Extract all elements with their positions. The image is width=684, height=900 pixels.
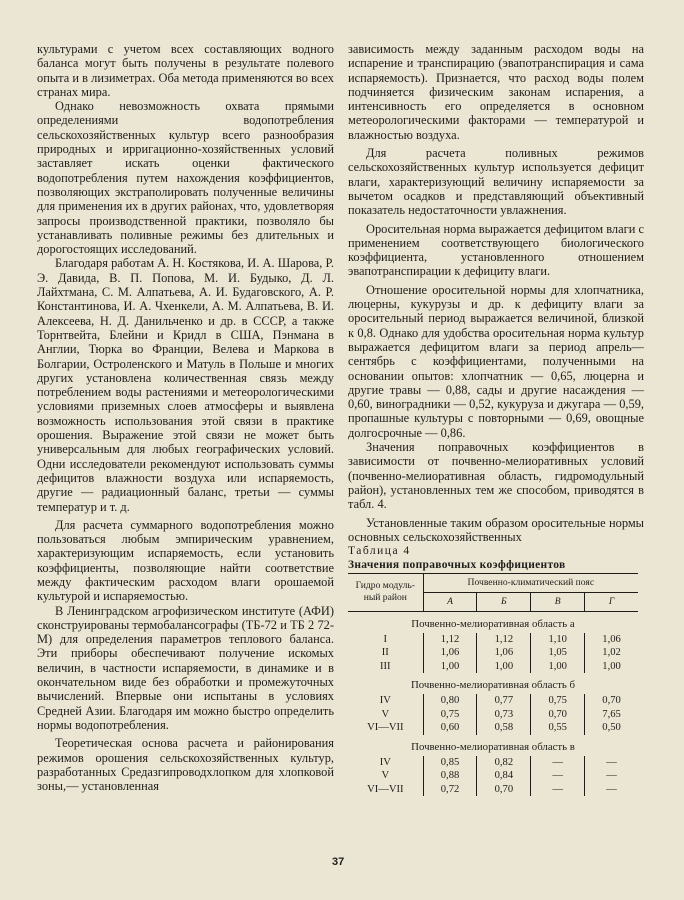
paragraph: Для расчета поливных режимов сельскохозяйственных культур используется дефицит влаги, характеризующий величину испаряемости за вычетом осадков и представляющий объективный показатель недостаточности увлажнения.	[348, 146, 644, 218]
paragraph: Однако невозможность охвата прямыми определениями водопотребления сельскохозяйственных культур всего разнообразия природных и ирригационно-хозяйственных условий заставляет искать оценки фактического водопотребления путем нахождения коэффициентов, позволяющих экстраполировать полученные величины для применения их в других районах, что, удовлетворяя запросы производственной практики, позволяло бы устанавливать поливные режимы без длительных и дорогостоящих исследований.	[37, 99, 334, 257]
value-cell: 0,77	[477, 694, 531, 708]
paragraph: Теоретическая основа расчета и районирования режимов орошения сельскохозяйственных культур, разработанных Средазгипроводхлопком для хлопковой зоны,— установленная	[37, 736, 334, 794]
district-cell: V	[381, 708, 390, 720]
value-cell: —	[531, 769, 585, 783]
page-number: 37	[332, 856, 345, 868]
value-cell: 0,73	[477, 708, 531, 722]
paragraph: культурами с учетом всех составляющих водного баланса могут быть получены в результате полевого опыта и в лизиметрах. Оба метода применяются во всех странах мира.	[37, 42, 334, 99]
table-row	[348, 783, 638, 797]
value-cell: —	[585, 756, 638, 770]
table-row	[348, 721, 638, 735]
district-cell: II	[381, 647, 389, 659]
paragraph: Установленные таким образом оросительные нормы основных сельскохозяйственных	[348, 515, 644, 544]
district-cell: VI—VII	[367, 722, 404, 734]
table-row	[348, 646, 638, 660]
value-cell: —	[585, 783, 638, 797]
zone-header: Почвенно-климатический пояс	[423, 573, 638, 592]
district-cell: V	[381, 770, 390, 782]
value-cell: 0,70	[477, 783, 531, 797]
value-cell: 1,06	[585, 633, 638, 647]
value-cell: 1,00	[477, 660, 531, 674]
value-cell: 0,60	[423, 721, 477, 735]
value-cell: 0,88	[423, 769, 477, 783]
value-cell: 1,12	[477, 633, 531, 647]
left-column	[37, 42, 334, 793]
paragraph: Благодаря работам А. Н. Костякова, И. А. Шарова, Р. Э. Давида, В. П. Попова, М. И. Будыко, Д. Л. Лайхтмана, С. М. Алпатьева, А. И. Будаговского, А. Р. Константинова, И. А. Чхенкели, А. М. Алпатьева, В. И. Алексеева, Н. Д. Данильченко и др. в СССР, а также Торнтвейта, Блейни и Кридл в США, Пэнмана в Англии, Тюрка во Франции, Велева и Маркова в Болгарии, Остроленского и Матуль в Польше и многих других установлена количественная связь между потреблением воды растениями и метеорологическими условиями приземных слоев атмосферы и выявлена возможность использования этой связи в практике орошения. Выражение этой связи не может быть универсальным для любых географических условий. Одни исследователи рекомендуют использовать суммы дефицитов влажности воздуха или испаряемость, другие — радиационный баланс, третьи — суммы температур и т. д.	[37, 256, 334, 514]
value-cell: 0,58	[477, 721, 531, 735]
value-cell: 0,82	[477, 756, 531, 770]
value-cell: 0,80	[423, 694, 477, 708]
row-header: Гидро модуль-ный район	[348, 573, 423, 611]
value-cell: 0,85	[423, 756, 477, 770]
value-cell: 0,84	[477, 769, 531, 783]
value-cell: 1,12	[423, 633, 477, 647]
district-cell: III	[380, 660, 391, 672]
district-cell: I	[383, 633, 388, 645]
value-cell: 7,65	[585, 708, 638, 722]
table-caption: Таблица 4	[348, 545, 411, 558]
value-cell: 0,55	[531, 721, 585, 735]
value-cell: 0,72	[423, 783, 477, 797]
value-cell: 0,70	[585, 694, 638, 708]
paragraph: Для расчета суммарного водопотребления можно пользоваться любым эмпирическим уравнением, характеризующим испаряемость, если установить коэффициенты, позволяющие найти соответствие между фактическим расходом влаги орошаемой культурой и испаряемостью.	[37, 517, 334, 604]
value-cell: 1,00	[585, 660, 638, 674]
value-cell: 1,06	[477, 646, 531, 660]
zone-label: В	[531, 592, 585, 611]
value-cell: —	[585, 769, 638, 783]
value-cell: 0,70	[531, 708, 585, 722]
value-cell: —	[531, 783, 585, 797]
paragraph: Отношение оросительной нормы для хлопчатника, люцерны, кукурузы и др. к дефициту влаги за оросительный период выражается величиной, близкой к 0,8. Однако для удобства оросительная норма культур выражается дефицитом влаги за период апрель—сентябрь с коэффициентами, полученными на основании опытов: хлопчатник — 0,65, люцерна и другие травы — 0,88, сады и другие насаждения — 0,60, виноградники — 0,52, кукуруза и джугара — 0,59, пропашные культуры с повторными — 0,69, овощные долгосрочные — 0,86.	[348, 282, 644, 440]
paragraph: В Ленинградском агрофизическом институте (АФИ) сконструированы термобалансографы (ТБ-72 и ТБ 2 72-М) для определения параметров теплового баланса. Эти приборы обеспечивают получение искомых величин, в частности испаряемости, в динамике и в окончательном виде без обработки и промежуточных вычислений. Впервые они испытаны в условиях Средней Азии. Благодаря им можно быстро определить нормы водопотребления.	[37, 603, 334, 732]
table-row	[348, 694, 638, 708]
paragraph: Значения поправочных коэффициентов в зависимости от почвенно-мелиоративных условий (почвенно-мелиоративная область, гидромодульный район), установленных тем же способом, приводятся в табл. 4.	[348, 440, 644, 512]
coefficients-table	[348, 573, 638, 797]
zone-label: А	[423, 592, 477, 611]
value-cell: 1,10	[531, 633, 585, 647]
table-row	[348, 756, 638, 770]
table-row	[348, 633, 638, 647]
value-cell: 1,00	[531, 660, 585, 674]
value-cell: —	[531, 756, 585, 770]
table-row	[348, 769, 638, 783]
section-title: Почвенно-мелиоративная область б	[410, 679, 576, 692]
paragraph: зависимость между заданным расходом воды на испарение и транспирацию (эвапотранспирация и сама испаряемость). Признается, что расход воды полем подчиняется физическим законам испарения, а интенсивность его определяется в основном метеорологическими факторами — температурой и влажностью воздуха.	[348, 42, 644, 142]
value-cell: 1,00	[423, 660, 477, 674]
table-row	[348, 660, 638, 674]
paragraph: Оросительная норма выражается дефицитом влаги с применением соответствующего биологического коэффициента, установленного отношением эвапотранспирации к дефициту влаги.	[348, 221, 644, 279]
value-cell: 0,75	[531, 694, 585, 708]
section-title: Почвенно-мелиоративная область в	[411, 740, 575, 753]
value-cell: 0,75	[423, 708, 477, 722]
district-cell: IV	[379, 695, 391, 707]
right-column	[348, 42, 644, 796]
value-cell: 0,50	[585, 721, 638, 735]
value-cell: 1,05	[531, 646, 585, 660]
table-row	[348, 708, 638, 722]
table-title: Значения поправочных коэффициентов	[348, 559, 566, 572]
value-cell: 1,06	[423, 646, 477, 660]
section-title: Почвенно-мелиоративная область а	[411, 617, 575, 630]
zone-label: Г	[585, 592, 638, 611]
value-cell: 1,02	[585, 646, 638, 660]
zone-label: Б	[477, 592, 531, 611]
district-cell: IV	[379, 756, 391, 768]
district-cell: VI—VII	[367, 783, 404, 795]
